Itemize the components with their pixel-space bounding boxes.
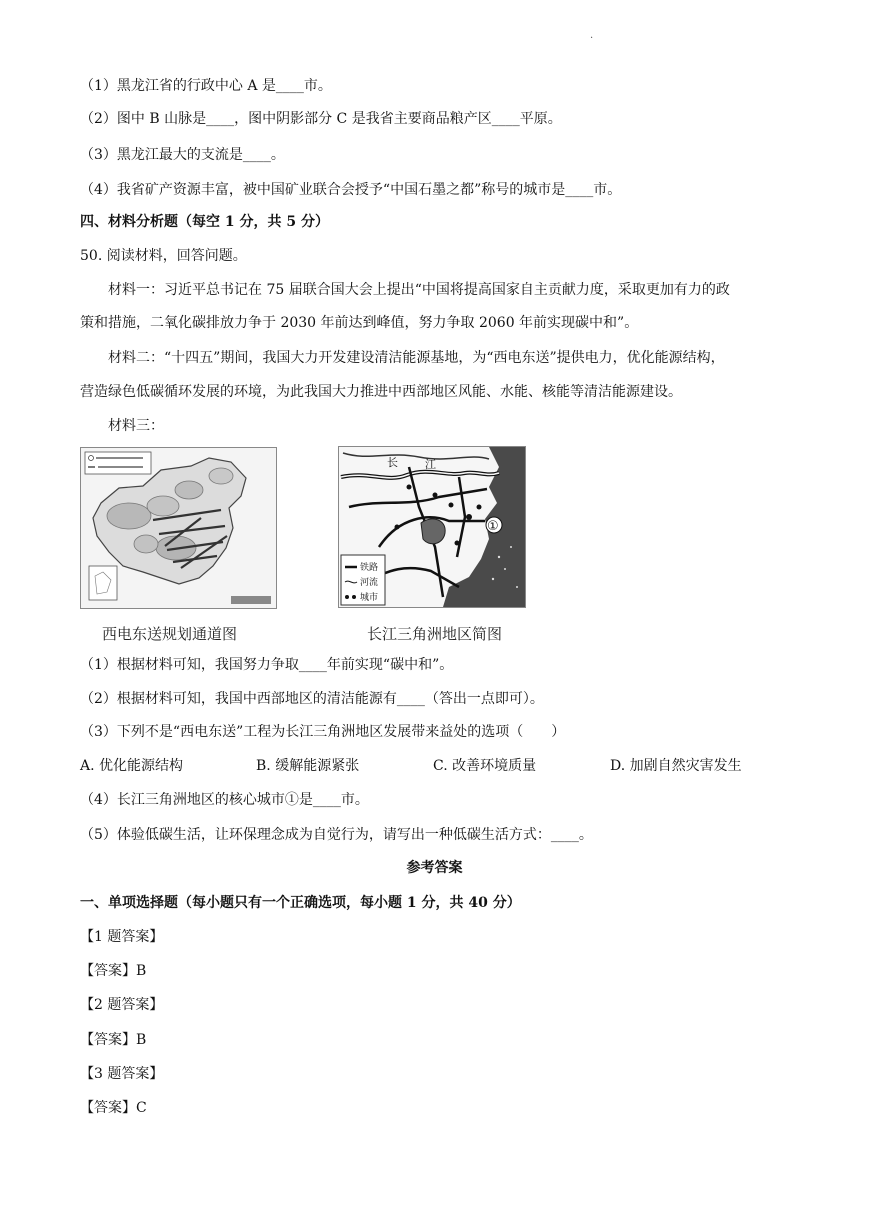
question-text: （2）根据材料可知，我国中西部地区的清洁能源有____（答出一点即可）。 [80, 691, 544, 707]
china-map-graphic [81, 448, 276, 608]
question-text: （1）根据材料可知，我国努力争取____年前实现“碳中和”。 [80, 657, 454, 673]
yangtze-delta-map [338, 446, 526, 608]
figure-caption: 长江三角洲地区简图 [367, 625, 503, 643]
option-c: C. 改善环境质量 [433, 758, 537, 774]
option-a: A. 优化能源结构 [80, 758, 184, 774]
question-text: （4）我省矿产资源丰富，被中国矿业联合会授予“中国石墨之都”称号的城市是____市。 [80, 182, 622, 198]
map-legend-box [85, 452, 151, 474]
legend-river: 河流 [360, 578, 379, 588]
yangtze-map-graphic [339, 447, 525, 607]
answer-item: 【答案】C [80, 1100, 147, 1116]
material-text: 材料二：“十四五”期间，我国大力开发建设清洁能源基地，为“西电东送”提供电力，优化能源结构， [108, 350, 725, 366]
material-text: 营造绿色低碳循环发展的环境，为此我国大力推进中西部地区风能、水能、核能等清洁能源建设。 [80, 384, 682, 400]
material-text: 材料一：习近平总书记在 75 届联合国大会上提出“中国将提高国家自主贡献力度，采取更加有力的政 [108, 282, 730, 298]
question-text: （5）体验低碳生活，让环保理念成为自觉行为，请写出一种低碳生活方式：____。 [80, 827, 593, 843]
question-text: （3）黑龙江最大的支流是____。 [80, 147, 285, 163]
option-d: D. 加剧自然灾害发生 [610, 758, 742, 774]
material-text: 策和措施，二氧化碳排放力争于 2030 年前达到峰值，努力争取 2060 年前实现碳中和”。 [80, 315, 639, 331]
answer-item: 【答案】B [80, 1032, 147, 1048]
city-marker-1: ① [487, 519, 499, 534]
answer-item: 【2 题答案】 [80, 997, 164, 1013]
figure-caption: 西电东送规划通道图 [102, 625, 238, 643]
answer-item: 【3 题答案】 [80, 1066, 164, 1082]
section-heading: 四、材料分析题（每空 1 分，共 5 分） [80, 214, 329, 230]
option-b: B. 缓解能源紧张 [256, 758, 360, 774]
question-text: （1）黑龙江省的行政中心 A 是____市。 [80, 78, 332, 94]
answers-title: 参考答案 [406, 860, 463, 876]
question-stem: 50. 阅读材料，回答问题。 [80, 248, 247, 264]
south-sea-inset [89, 566, 117, 600]
answer-item: 【1 题答案】 [80, 929, 164, 945]
river-label: 江 [425, 458, 436, 471]
question-text: （2）图中 B 山脉是____，图中阴影部分 C 是我省主要商品粮产区____平原。 [80, 111, 562, 127]
china-power-map [80, 447, 277, 609]
material-label: 材料三： [108, 418, 164, 434]
answer-item: 【答案】B [80, 963, 147, 979]
header-dot: . [590, 30, 594, 41]
lake-taihu [421, 519, 445, 544]
legend-city: 城市 [360, 593, 379, 603]
question-text: （3）下列不是“西电东送”工程为长江三角洲地区发展带来益处的选项（ ） [80, 724, 566, 740]
legend-railway: 铁路 [360, 563, 379, 573]
section-heading: 一、单项选择题（每小题只有一个正确选项，每小题 1 分，共 40 分） [80, 895, 521, 911]
answer-options [80, 756, 780, 776]
river-label: 长 [387, 456, 398, 469]
question-text: （4）长江三角洲地区的核心城市①是____市。 [80, 792, 369, 808]
